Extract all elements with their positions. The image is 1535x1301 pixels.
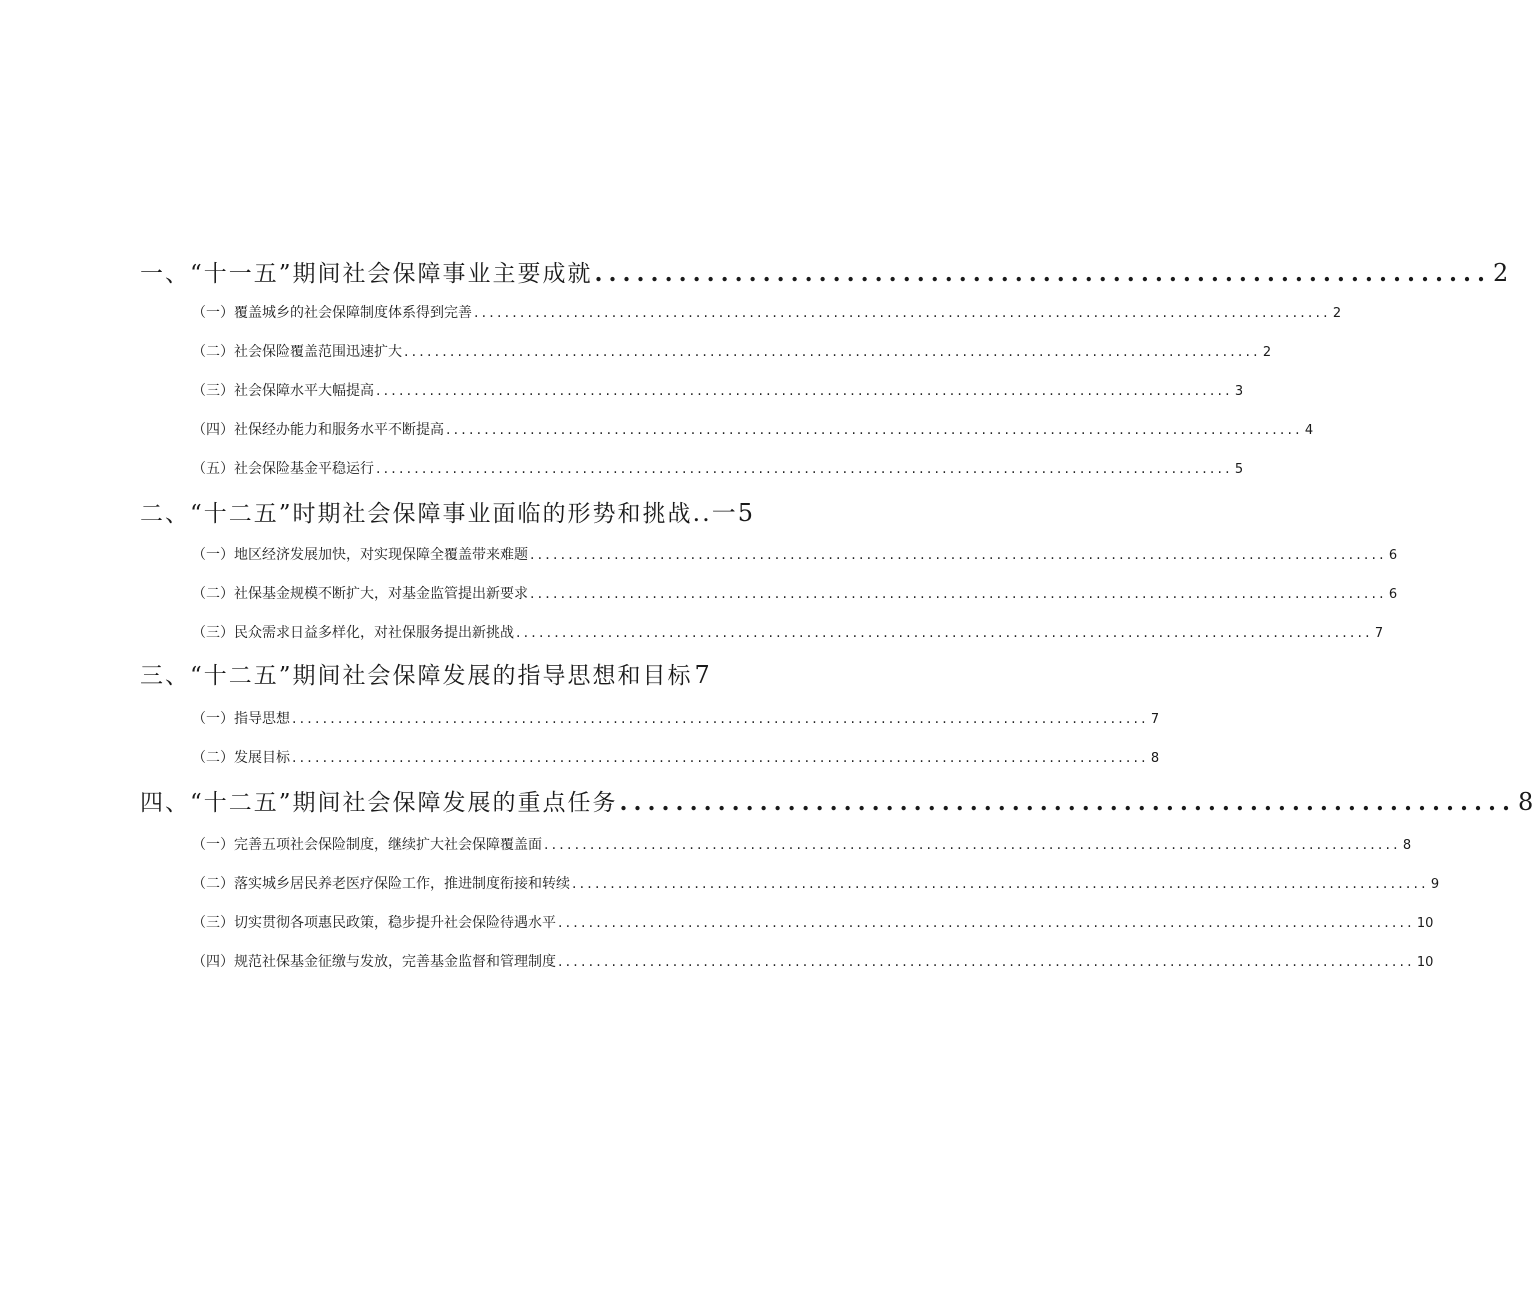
toc-page-number: 10 xyxy=(1416,916,1434,931)
dot-leader: ................................................................................................................ xyxy=(474,305,1331,321)
toc-section-3[interactable] xyxy=(140,657,782,691)
toc-page-number: ..一5 xyxy=(692,499,756,527)
dot-leader: ................................................................................................................ xyxy=(530,547,1387,563)
toc-section-title: 三、“十二五”期间社会保障发展的指导思想和目标 xyxy=(140,663,693,689)
toc-section-title: 一、“十一五”期间社会保障事业主要成就 xyxy=(140,261,593,287)
toc-item[interactable] xyxy=(192,834,1412,856)
toc-item-title: （三）社会保障水平大幅提高 xyxy=(192,383,374,399)
toc-page-number: 8 xyxy=(1150,751,1160,766)
toc-item[interactable] xyxy=(192,341,1272,363)
toc-item[interactable] xyxy=(192,622,1384,644)
toc-page-number: 6 xyxy=(1388,548,1398,563)
dot-leader: ................................................................ xyxy=(619,789,1516,816)
toc-item-title: （四）规范社保基金征缴与发放，完善基金监督和管理制度 xyxy=(192,954,556,970)
dot-leader: ................................................................................................................ xyxy=(558,954,1415,970)
toc-page-number: 2 xyxy=(1262,345,1272,360)
dot-leader: ................................................................................................................ xyxy=(446,422,1303,438)
toc-item-title: （四）社保经办能力和服务水平不断提高 xyxy=(192,422,444,438)
toc-item[interactable] xyxy=(192,951,1434,973)
toc-item[interactable] xyxy=(192,302,1342,324)
toc-page-number: 5 xyxy=(1234,462,1244,477)
toc-item-title: （二）发展目标 xyxy=(192,750,290,766)
toc-item-title: （三）切实贯彻各项惠民政策，稳步提升社会保险待遇水平 xyxy=(192,915,556,931)
toc-item[interactable] xyxy=(192,747,1160,769)
toc-item-title: （一）完善五项社会保险制度，继续扩大社会保障覆盖面 xyxy=(192,837,542,853)
dot-leader: ................................................................................................................ xyxy=(376,461,1233,477)
toc-page-number: 8 xyxy=(1518,788,1535,816)
dot-leader: ................................................................................................................ xyxy=(516,625,1373,641)
dot-leader: ................................................................ xyxy=(594,260,1491,287)
toc-item-title: （三）民众需求日益多样化，对社保服务提出新挑战 xyxy=(192,625,514,641)
toc-page-number: 8 xyxy=(1402,838,1412,853)
toc-item-title: （一）地区经济发展加快，对实现保障全覆盖带来难题 xyxy=(192,547,528,563)
toc-page-number: 2 xyxy=(1332,306,1342,321)
dot-leader: ................................................................................................................ xyxy=(376,383,1233,399)
toc-page-number: 9 xyxy=(1430,877,1440,892)
toc-item[interactable] xyxy=(192,708,1160,730)
toc-item-title: （一）覆盖城乡的社会保障制度体系得到完善 xyxy=(192,305,472,321)
toc-page-number: 7 xyxy=(1150,712,1160,727)
toc-item-title: （二）社会保险覆盖范围迅速扩大 xyxy=(192,344,402,360)
toc-page-number: 6 xyxy=(1388,587,1398,602)
dot-leader: ................................................................................................................ xyxy=(404,344,1261,360)
toc-section-title: 四、“十二五”期间社会保障发展的重点任务 xyxy=(140,790,618,816)
toc-item[interactable] xyxy=(192,380,1244,402)
toc-page-number: 3 xyxy=(1234,384,1244,399)
toc-item-title: （一）指导思想 xyxy=(192,711,290,727)
toc-item-title: （五）社会保险基金平稳运行 xyxy=(192,461,374,477)
toc-item-title: （二）社保基金规模不断扩大，对基金监管提出新要求 xyxy=(192,586,528,602)
toc-item[interactable] xyxy=(192,873,1440,895)
toc-page-number: 4 xyxy=(1304,423,1314,438)
dot-leader: ................................................................................................................ xyxy=(292,750,1149,766)
dot-leader: ................................................................................................................ xyxy=(292,711,1149,727)
toc-page-number: 2 xyxy=(1493,259,1511,287)
dot-leader: ................................................................................................................ xyxy=(530,586,1387,602)
toc-section-4[interactable] xyxy=(140,784,1535,818)
dot-leader: ................................................................................................................ xyxy=(558,915,1415,931)
dot-leader: ................................................................................................................ xyxy=(572,876,1429,892)
toc-page-number: 7 xyxy=(1374,626,1384,641)
toc-item[interactable] xyxy=(192,912,1434,934)
toc-page-number: 7 xyxy=(694,661,712,689)
toc-item[interactable] xyxy=(192,419,1314,441)
dot-leader: ................................................................................................................ xyxy=(544,837,1401,853)
toc-item[interactable] xyxy=(192,544,1398,566)
toc-page-number: 10 xyxy=(1416,955,1434,970)
toc-section-title: 二、“十二五”时期社会保障事业面临的形势和挑战 xyxy=(140,501,693,527)
toc-section-2[interactable] xyxy=(140,493,782,527)
toc-item[interactable] xyxy=(192,583,1398,605)
toc-item[interactable] xyxy=(192,458,1244,480)
toc-item-title: （二）落实城乡居民养老医疗保险工作，推进制度衔接和转续 xyxy=(192,876,570,892)
toc-section-1[interactable] xyxy=(140,255,1511,289)
